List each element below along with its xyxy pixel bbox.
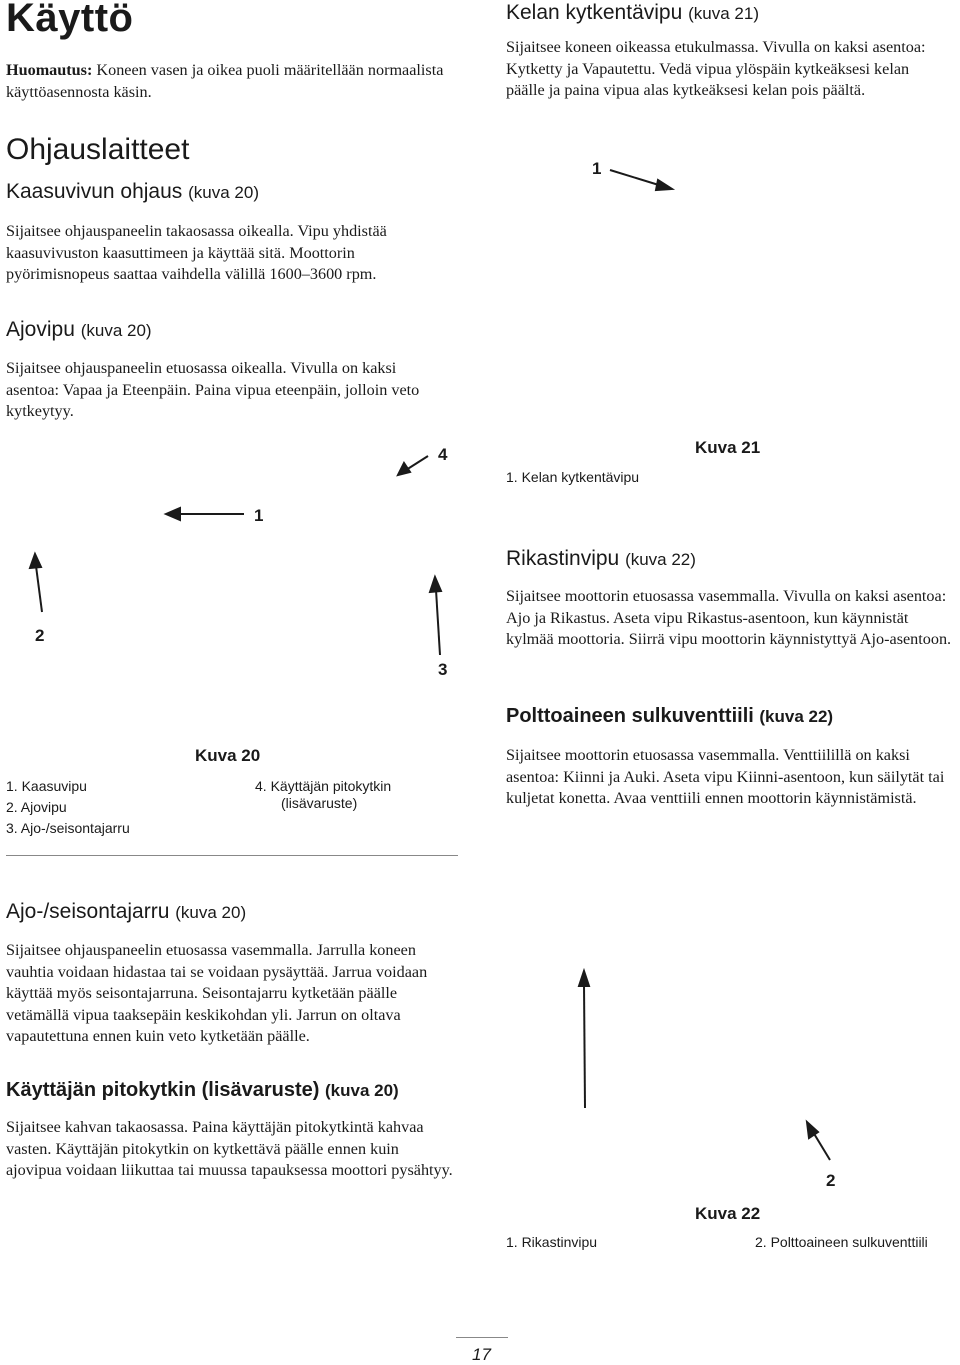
fig20-callout-1: 1: [254, 506, 264, 525]
fig20-arrow-3: [430, 577, 441, 655]
fuel-heading-text: Polttoaineen sulkuventtiili: [506, 705, 754, 727]
fig22-legend-2: 2. Polttoaineen sulkuventtiili: [755, 1234, 928, 1250]
presence-heading-ref: (kuva 20): [325, 1081, 399, 1100]
fig21-title: Kuva 21: [695, 438, 761, 457]
fig22-arrow-1: [579, 971, 589, 1108]
fig20-title: Kuva 20: [195, 746, 261, 765]
fig20-legend-3: 3. Ajo-/seisontajarru: [6, 820, 130, 836]
brake-text: Sijaitsee ohjauspaneelin etuosassa vasemmalla. Jarrulla koneen vauhtia voidaan hidastaa tai se voidaan pysäyttää. Jarrua voidaan käyttää myös seisontajarruna. Seisontajarru kytketään päälle vetämällä vipua taaksepäin keskikohdan yli. Jarrun on oltava vapautettuna ennen kuin veto kytketään päälle.: [6, 941, 428, 1045]
fig20-arrow-1: [166, 508, 244, 520]
page-number: 17: [472, 1345, 491, 1364]
choke-text: Sijaitsee moottorin etuosassa vasemmalla. Vivulla on kaksi asentoa: Ajo ja Rikastus. Aseta vipu Rikastus-asentoon, kun käynnistät kylmää moottoria. Siirrä vipu moottorin käynnistyttyä Ajo-asentoon.: [506, 587, 952, 648]
presence-heading-text: Käyttäjän pitokytkin (lisävaruste): [6, 1079, 320, 1101]
drive-text: Sijaitsee ohjauspaneelin etuosassa oikealla. Vivulla on kaksi asentoa: Vapaa ja Eteenpäin. Paina vipua eteenpäin, jolloin veto kytkeytyy.: [6, 359, 420, 420]
brake-heading-ref: (kuva 20): [175, 903, 247, 922]
fig20-callout-3: 3: [438, 660, 448, 679]
fig22-title: Kuva 22: [695, 1204, 761, 1223]
choke-heading-ref: (kuva 22): [625, 550, 696, 569]
fig21-legend-1: 1. Kelan kytkentävipu: [506, 469, 640, 485]
controls-heading: Ohjauslaitteet: [6, 133, 190, 166]
throttle-text: Sijaitsee ohjauspaneelin takaosassa oikealla. Vipu yhdistää kaasuvivuston kaasuttimeen ja käyttää sitä. Moottorin pyörimisnopeus saattaa vaihdella välillä 1600–3600 rpm.: [6, 222, 387, 283]
fig20-legend-2: 2. Ajovipu: [6, 799, 67, 815]
drive-heading-text: Ajovipu: [6, 318, 75, 341]
note-text: Koneen vasen ja oikea puoli määritellään normaalista käyttöasennosta käsin.: [6, 61, 444, 101]
fig20-arrow-4: [398, 456, 428, 475]
choke-heading-text: Rikastinvipu: [506, 547, 620, 570]
brake-heading-text: Ajo-/seisontajarru: [6, 900, 170, 923]
reel-text: Sijaitsee koneen oikeassa etukulmassa. Vivulla on kaksi asentoa: Kytketty ja Vapautettu. Vedä vipua ylöspäin kytkeäksesi kelan päälle ja paina vipua alas kytkeäksesi kelan pois päältä.: [506, 38, 926, 99]
fig22-legend-1: 1. Rikastinvipu: [506, 1234, 598, 1250]
throttle-heading-ref: (kuva 20): [188, 183, 260, 202]
fig20-legend-1: 1. Kaasuvipu: [6, 778, 87, 794]
fuel-text: Sijaitsee moottorin etuosassa vasemmalla. Venttiilillä on kaksi asentoa: Kiinni ja Auki. Aseta vipu Kiinni-asentoon, kun säilytät tai kuljetat konetta. Avaa venttiili ennen moottorin käynnistämistä.: [506, 746, 945, 807]
fig20-legend-4: 4. Käyttäjän pitokytkin: [255, 778, 392, 794]
fig21-arrow-1: [610, 170, 672, 190]
fig22-callout-2: 2: [826, 1171, 836, 1190]
page-title: Käyttö: [6, 0, 134, 40]
fig20-legend-4-note: (lisävaruste): [281, 795, 358, 811]
fig20-callout-2: 2: [35, 626, 45, 645]
fig20-arrow-2: [30, 554, 42, 612]
throttle-heading-text: Kaasuvivun ohjaus: [6, 180, 183, 203]
reel-heading-ref: (kuva 21): [688, 4, 759, 23]
presence-text: Sijaitsee kahvan takaosassa. Paina käyttäjän pitokytkintä kahvaa vasten. Käyttäjän pitokytkin on kytkettävä päälle ennen kuin ajovipua voidaan liikuttaa tai muussa tapauksessa moottori pysähtyy.: [6, 1118, 453, 1179]
fig21-callout-1: 1: [592, 159, 602, 178]
note-label: Huomautus:: [6, 61, 93, 79]
fig22-arrow-2: [807, 1122, 830, 1160]
fuel-heading-ref: (kuva 22): [759, 707, 834, 726]
footer-rule: [456, 1337, 508, 1338]
fig20-callout-4: 4: [438, 445, 448, 464]
drive-heading-ref: (kuva 20): [80, 321, 152, 340]
reel-heading-text: Kelan kytkentävipu: [506, 1, 683, 24]
